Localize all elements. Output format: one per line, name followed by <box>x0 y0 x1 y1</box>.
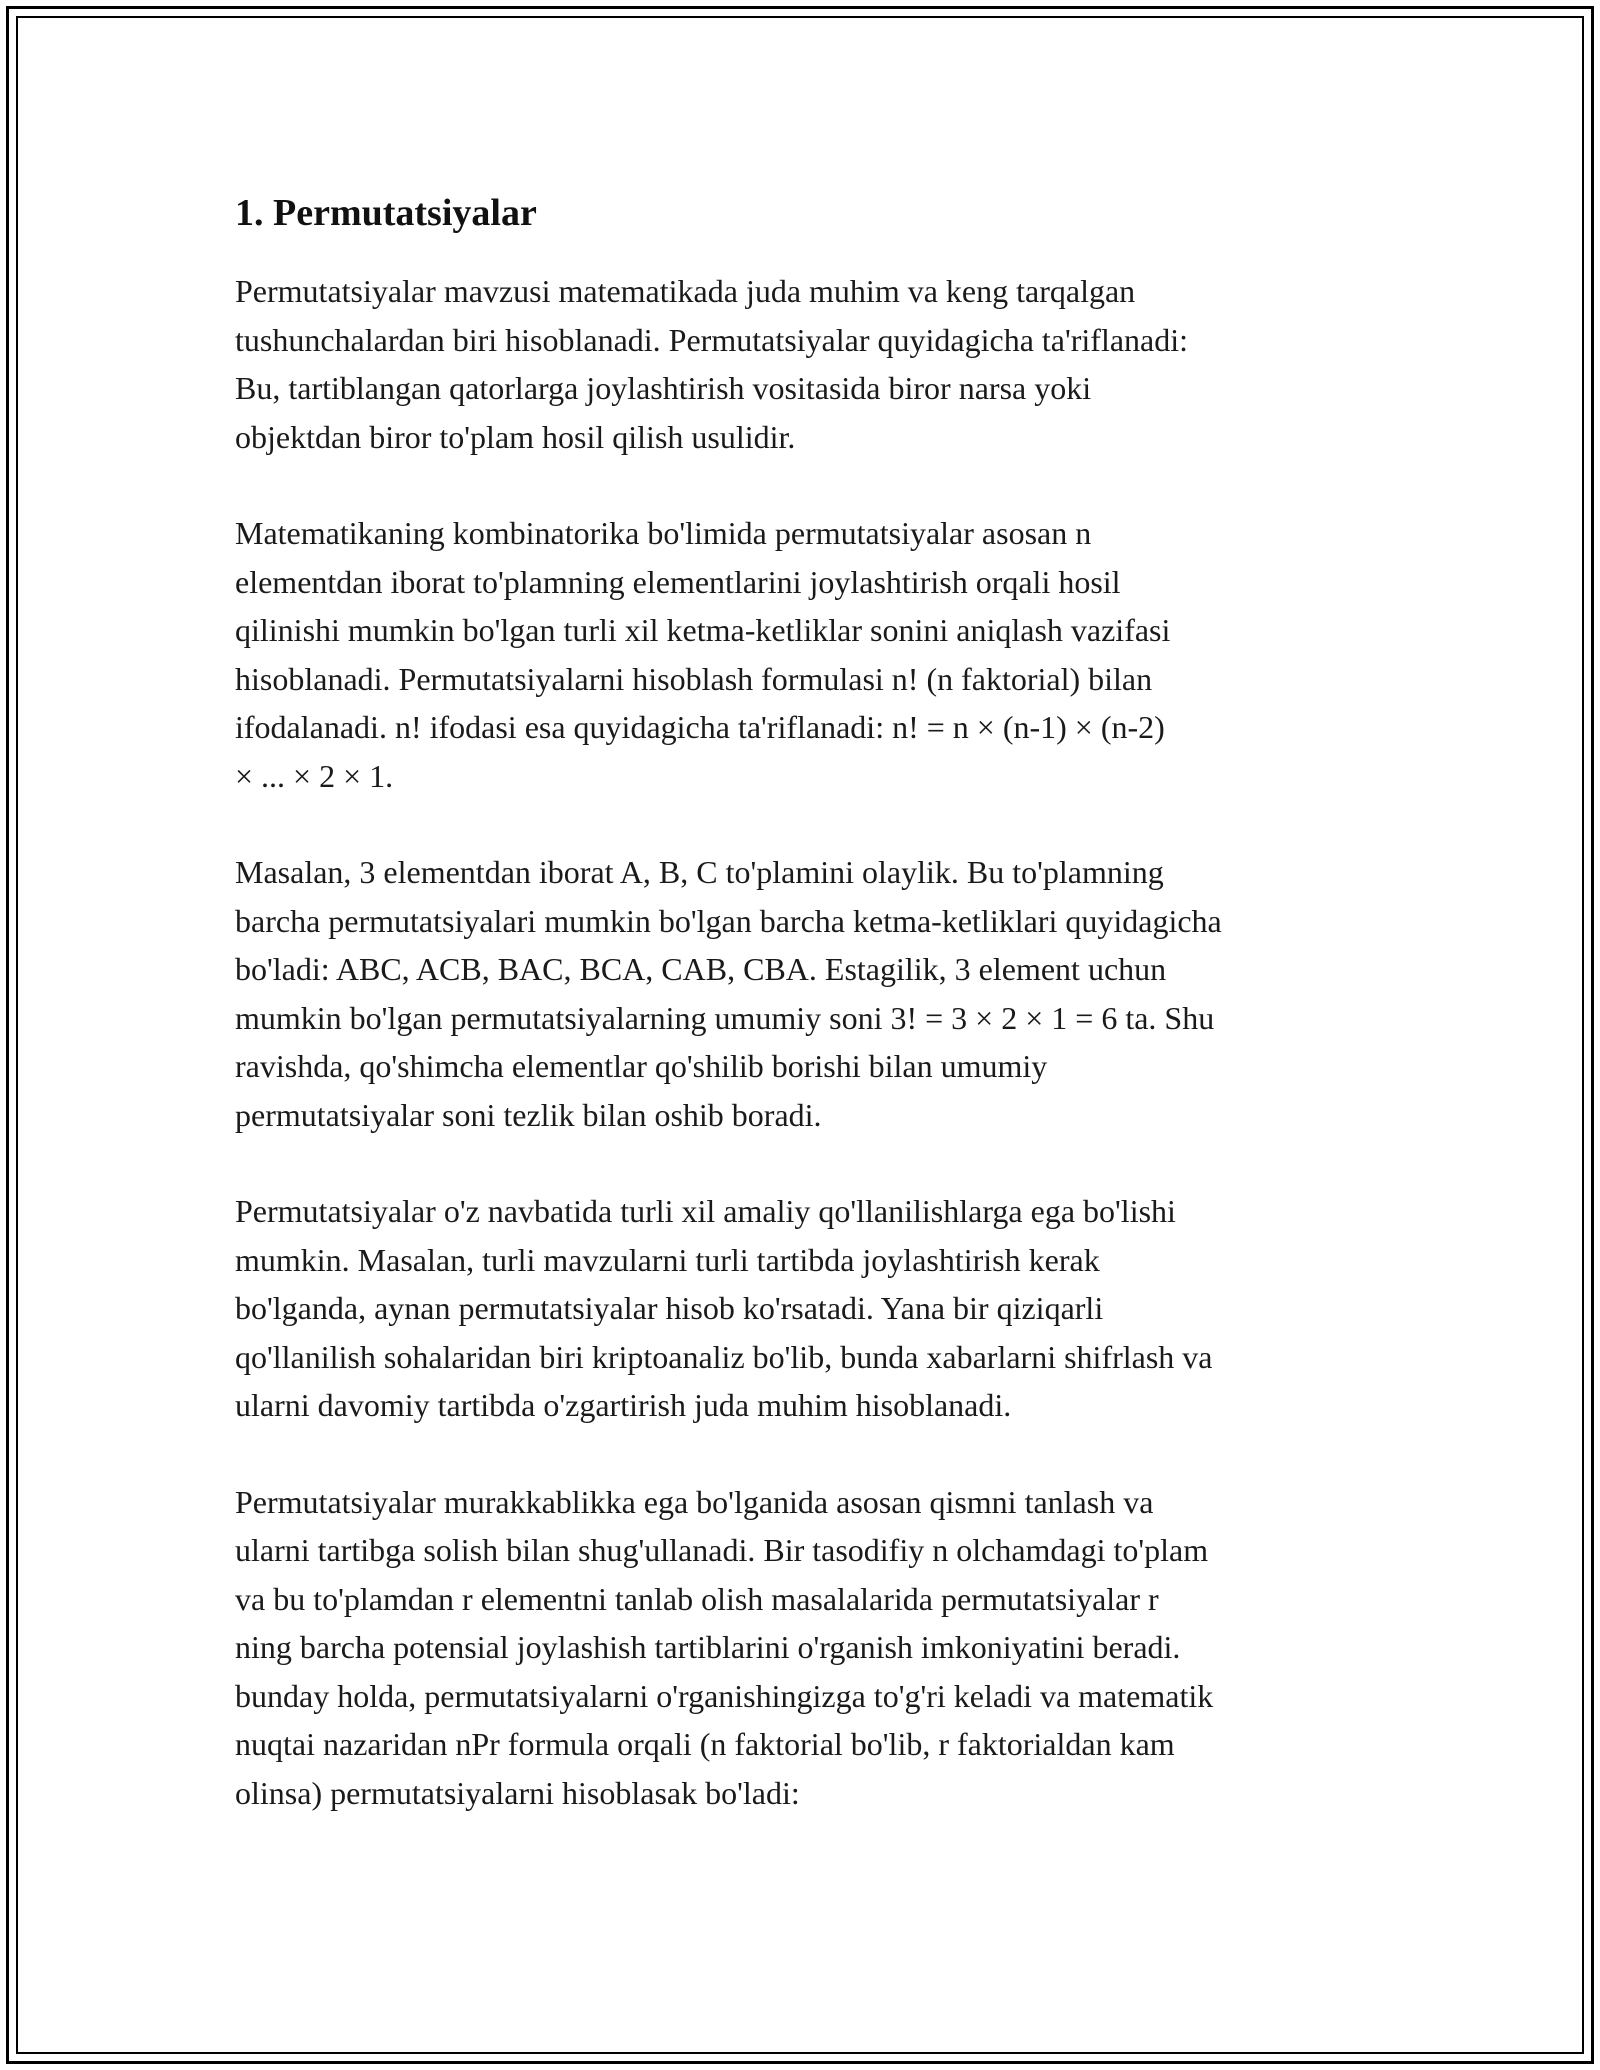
paragraph-line: ravishda, qo'shimcha elementlar qo'shilib borishi bilan umumiy <box>235 1048 1048 1084</box>
paragraph-line: Permutatsiyalar murakkablikka ega bo'lganida asosan qismni tanlash va <box>235 1483 1154 1520</box>
paragraph-line: mumkin bo'lgan permutatsiyalarning umumiy soni 3! = 3 × 2 × 1 = 6 ta. Shu <box>235 999 1215 1036</box>
paragraph-line: bo'ladi: ABC, ACB, BAC, BCA, CAB, CBA. Estagilik, 3 element uchun <box>235 951 1167 987</box>
paragraph-line: Permutatsiyalar o'z navbatida turli xil amaliy qo'llanilishlarga ega bo'lishi <box>235 1193 1176 1229</box>
paragraph-3 <box>235 848 1385 1139</box>
paragraph-line: objektdan biror to'plam hosil qilish usulidir. <box>235 418 796 455</box>
section-heading: 1. Permutatsiyalar <box>235 192 537 234</box>
paragraph-line: va bu to'plamdan r elementni tanlab olish masalalarida permutatsiyalar r <box>235 1580 1159 1617</box>
paragraph-line: ularni tartibga solish bilan shug'ullanadi. Bir tasodifiy n olchamdagi to'plam <box>235 1532 1209 1568</box>
paragraph-5 <box>235 1478 1385 1818</box>
paragraph-line: Permutatsiyalar mavzusi matematikada juda muhim va keng tarqalgan <box>235 273 1136 309</box>
paragraph-line: Matematikaning kombinatorika bo'limida permutatsiyalar asosan n <box>235 515 1092 551</box>
paragraph-line: × ... × 2 × 1. <box>235 757 394 794</box>
paragraph-list <box>235 267 1385 1817</box>
paragraph-line: Masalan, 3 elementdan iborat A, B, C to'plamini olaylik. Bu to'plamning <box>235 854 1164 890</box>
paragraph-line: bo'lganda, aynan permutatsiyalar hisob ko'rsatadi. Yana bir qiziqarli <box>235 1290 1104 1326</box>
paragraph-line: barcha permutatsiyalari mumkin bo'lgan barcha ketma-ketliklari quyidagicha <box>235 902 1222 939</box>
paragraph-2 <box>235 509 1385 800</box>
paragraph-1 <box>235 267 1385 461</box>
paragraph-line: qo'llanilish sohalaridan biri kriptoanaliz bo'lib, bunda xabarlarni shifrlash va <box>235 1338 1213 1375</box>
paragraph-line: Bu, tartiblangan qatorlarga joylashtirish vositasida biror narsa yoki <box>235 370 1092 406</box>
paragraph-line: bunday holda, permutatsiyalarni o'rganishingizga to'g'ri keladi va matematik <box>235 1677 1214 1714</box>
paragraph-line: tushunchalardan biri hisoblanadi. Permutatsiyalar quyidagicha ta'riflanadi: <box>235 321 1189 358</box>
paragraph-line: ularni davomiy tartibda o'zgartirish juda muhim hisoblanadi. <box>235 1387 1012 1423</box>
paragraph-line: permutatsiyalar soni tezlik bilan oshib boradi. <box>235 1096 822 1133</box>
paragraph-line: ning barcha potensial joylashish tartiblarini o'rganish imkoniyatini beradi. <box>235 1629 1181 1665</box>
document-body <box>235 185 1385 1865</box>
paragraph-line: ifodalanadi. n! ifodasi esa quyidagicha ta'riflanadi: n! = n × (n-1) × (n-2) <box>235 709 1165 745</box>
paragraph-line: hisoblanadi. Permutatsiyalarni hisoblash formulasi n! (n faktorial) bilan <box>235 660 1153 697</box>
paragraph-line: nuqtai nazaridan nPr formula orqali (n faktorial bo'lib, r faktorialdan kam <box>235 1726 1175 1762</box>
paragraph-line: qilinishi mumkin bo'lgan turli xil ketma-ketliklar sonini aniqlash vazifasi <box>235 612 1171 648</box>
paragraph-line: olinsa) permutatsiyalarni hisoblasak bo'ladi: <box>235 1774 800 1811</box>
paragraph-line: elementdan iborat to'plamning elementlarini joylashtirish orqali hosil <box>235 563 1121 600</box>
paragraph-line: mumkin. Masalan, turli mavzularni turli tartibda joylashtirish kerak <box>235 1241 1100 1278</box>
paragraph-4 <box>235 1187 1385 1430</box>
